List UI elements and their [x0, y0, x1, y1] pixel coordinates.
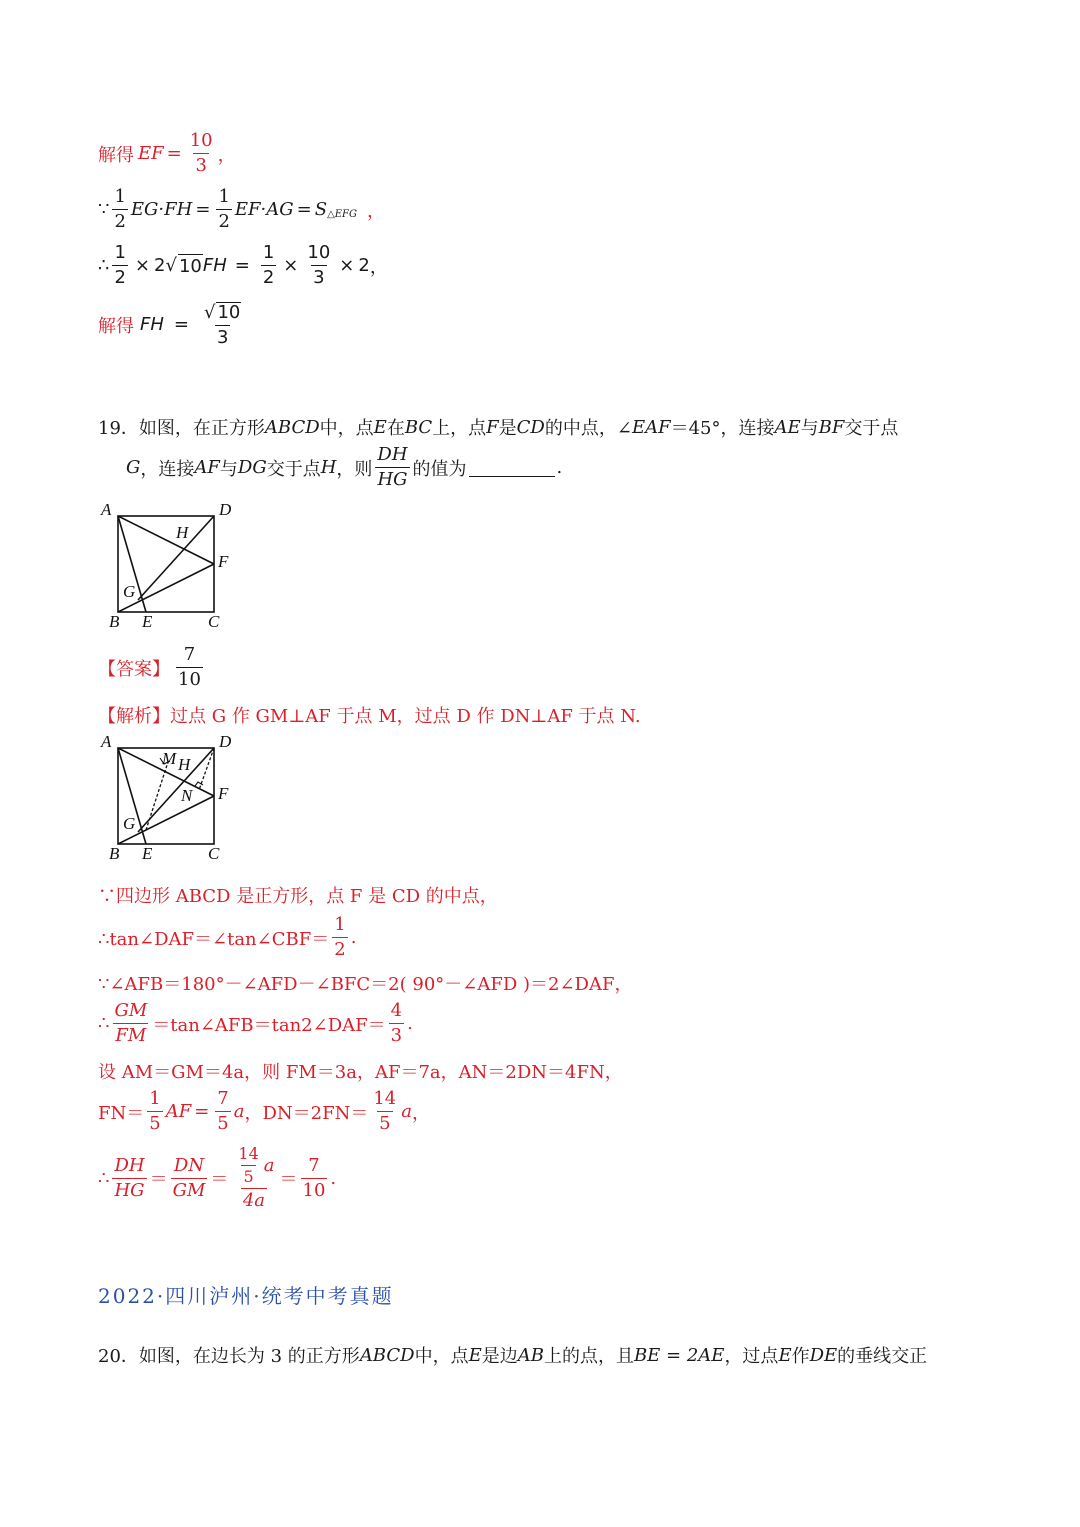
- label-D: D: [219, 732, 232, 751]
- solve-fh-line: 解得 FH = $\frac{√ 10}{3}$: [98, 302, 241, 348]
- section-title: 2022·四川泸州·统考中考真题: [98, 1284, 394, 1308]
- analysis-figure: [98, 728, 238, 868]
- analysis-step-4: ∴ $\frac{GM}{FM}$ ＝tan∠AFB＝tan2∠DAF＝ $\frac{4}{3}$ .: [98, 1000, 413, 1046]
- label-A: A: [101, 732, 112, 751]
- label-M: M: [162, 749, 177, 768]
- analysis-step-3: ∵∠AFB＝180°－∠AFD－∠BFC＝2( 90°－∠AFD )＝2∠DAF，: [98, 974, 633, 995]
- area-equation-line: ∵ $\frac{1}{2}$ EG·FH = $\frac{1}{2}$ EF·AG = S △EFG ，: [98, 186, 385, 232]
- label-E: E: [142, 844, 153, 863]
- label-C: C: [208, 844, 220, 863]
- analysis-step-1: ∵四边形 ABCD 是正方形，点 F 是 CD 的中点，: [98, 886, 498, 907]
- substitution-line: ∴ $\frac{1}{2}$ × 2 √ 10 FH = $\frac{1}{2}$ × $\frac{10}{3}$ × 2 ，: [98, 242, 388, 288]
- label-A: A: [101, 500, 112, 519]
- answer-line: 【答案】 $\frac{7}{10}$: [98, 644, 201, 690]
- label-F: F: [218, 552, 229, 571]
- label-F: F: [218, 784, 229, 803]
- label-N: N: [181, 786, 193, 805]
- label-G: G: [123, 582, 136, 601]
- answer-blank[interactable]: [469, 458, 555, 477]
- label-G: G: [123, 814, 136, 833]
- q19-line2: G ，连接 AF 与 DG 交于点 H ，则 $\frac{DH}{HG}$ 的值为 .: [126, 444, 563, 490]
- label-H: H: [178, 755, 191, 774]
- analysis-step-6: FN＝ $\frac{1}{5}$ AF = $\frac{7}{5}$ a ，DN＝2FN＝ $\frac{14}{5}$ a ，: [98, 1088, 430, 1134]
- label-B: B: [109, 612, 120, 631]
- label-C: C: [208, 612, 220, 631]
- label-D: D: [219, 500, 232, 519]
- analysis-step-5: 设 AM＝GM＝4a，则 FM＝3a，AF＝7a，AN＝2DN＝4FN，: [98, 1062, 623, 1083]
- q20-line1: 20． 如图，在边长为 3 的正方形 ABCD 中，点 E 是边 AB 上的点，且 BE = 2AE ，过点 E 作 DE 的垂线交正: [98, 1344, 928, 1367]
- analysis-line: 【解析】 过点 G 作 GM⊥AF 于点 M，过点 D 作 DN⊥AF 于点 N.: [98, 706, 641, 727]
- analysis-step-2: ∴tan∠DAF＝∠tan∠CBF＝ $\frac{1}{2}$ .: [98, 914, 357, 960]
- label-B: B: [109, 844, 120, 863]
- label-H: H: [176, 523, 189, 542]
- q19-figure: [98, 496, 238, 636]
- solve-ef-line: 解得 EF = $\frac{10}{3}$ ，: [98, 130, 236, 176]
- analysis-step-7: ∴ $\frac{DH}{HG}$ ＝ $\frac{DN}{GM}$ ＝ $\frac{14}{5}$ a 4a ＝ $\frac{7}{10}$ .: [98, 1144, 337, 1211]
- label-E: E: [142, 612, 153, 631]
- q19-line1: 19． 如图，在正方形 ABCD 中，点 E 在 BC 上，点 F 是 CD 的中点，∠ EAF ＝45°，连接 AE 与 BF 交于点: [98, 416, 899, 439]
